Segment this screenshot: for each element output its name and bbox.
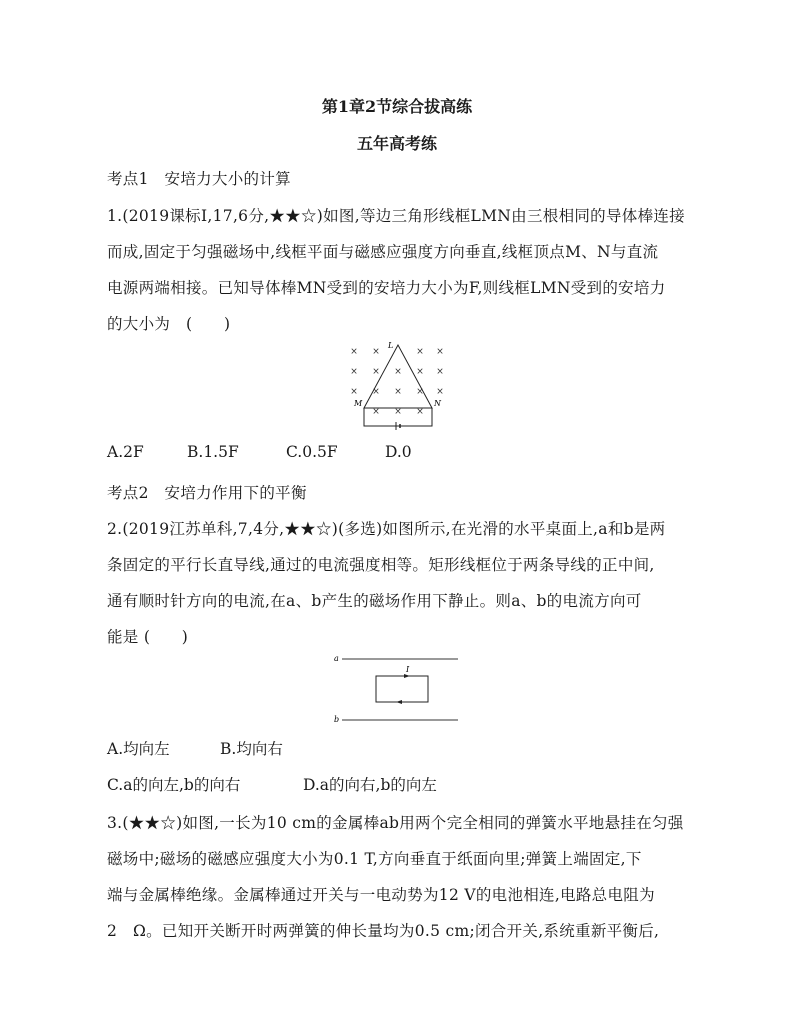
q1-line-4: 的大小为 ( ) bbox=[107, 315, 231, 333]
q1-line-2: 而成,固定于匀强磁场中,线框平面与磁感应强度方向垂直,线框顶点M、N与直流 bbox=[107, 243, 659, 261]
svg-text:×: × bbox=[394, 367, 402, 377]
svg-text:×: × bbox=[394, 407, 402, 417]
q3-line-1: 3.(★★☆)如图,一长为10 cm的金属棒ab用两个完全相同的弹簧水平地悬挂在匀强 bbox=[107, 814, 684, 832]
label-I: I bbox=[406, 665, 410, 674]
section-heading-1: 考点1 安培力大小的计算 bbox=[107, 170, 291, 188]
q1-option-d[interactable]: D.0 bbox=[385, 443, 412, 461]
label-M: M bbox=[354, 399, 363, 408]
q1-option-c[interactable]: C.0.5F bbox=[286, 443, 338, 461]
q3-line-3: 端与金属棒绝缘。金属棒通过开关与一电动势为12 V的电池相连,电路总电阻为 bbox=[107, 886, 655, 904]
svg-text:×: × bbox=[416, 387, 424, 397]
q2-option-d[interactable]: D.a的向右,b的向左 bbox=[303, 776, 437, 794]
label-b: b bbox=[334, 715, 340, 724]
page-title: 第1章2节综合拔高练 bbox=[321, 97, 473, 116]
q2-line-1: 2.(2019江苏单科,7,4分,★★☆)(多选)如图所示,在光滑的水平桌面上,a和b是两 bbox=[107, 520, 666, 538]
svg-text:×: × bbox=[372, 367, 380, 377]
svg-text:×: × bbox=[372, 407, 380, 417]
svg-text:×: × bbox=[416, 407, 424, 417]
q2-line-2: 条固定的平行长直导线,通过的电流强度相等。矩形线框位于两条导线的正中间, bbox=[107, 556, 655, 574]
svg-text:×: × bbox=[436, 367, 444, 377]
q3-line-2: 磁场中;磁场的磁感应强度大小为0.1 T,方向垂直于纸面向里;弹簧上端固定,下 bbox=[107, 850, 642, 868]
q1-figure bbox=[340, 340, 450, 432]
q1-line-3: 电源两端相接。已知导体棒MN受到的安培力大小为F,则线框LMN受到的安培力 bbox=[107, 279, 666, 297]
svg-text:×: × bbox=[350, 387, 358, 397]
rectangular-frame bbox=[376, 676, 428, 702]
q2-option-b[interactable]: B.均向右 bbox=[220, 740, 283, 758]
q1-option-a[interactable]: A.2F bbox=[107, 443, 144, 461]
svg-text:×: × bbox=[372, 387, 380, 397]
page-subtitle: 五年高考练 bbox=[356, 134, 437, 153]
current-arrow-top-icon bbox=[404, 674, 410, 678]
svg-text:×: × bbox=[372, 347, 380, 357]
svg-text:×: × bbox=[436, 347, 444, 357]
svg-text:×: × bbox=[350, 367, 358, 377]
svg-text:×: × bbox=[394, 387, 402, 397]
label-N: N bbox=[434, 399, 441, 408]
current-arrow-bottom-icon bbox=[396, 700, 402, 704]
q2-line-4: 能是 ( ) bbox=[107, 628, 189, 646]
q2-option-a[interactable]: A.均向左 bbox=[107, 740, 170, 758]
svg-text:×: × bbox=[436, 387, 444, 397]
q2-figure bbox=[334, 652, 462, 726]
q2-option-c[interactable]: C.a的向左,b的向右 bbox=[107, 776, 241, 794]
label-L: L bbox=[388, 341, 394, 350]
q1-option-b[interactable]: B.1.5F bbox=[187, 443, 239, 461]
label-a: a bbox=[334, 654, 339, 663]
svg-text:×: × bbox=[416, 347, 424, 357]
q3-line-4: 2 Ω。已知开关断开时两弹簧的伸长量均为0.5 cm;闭合开关,系统重新平衡后, bbox=[107, 922, 660, 940]
q1-line-1: 1.(2019课标Ⅰ,17,6分,★★☆)如图,等边三角形线框LMN由三根相同的导体棒连接 bbox=[107, 207, 685, 225]
svg-text:×: × bbox=[350, 347, 358, 357]
q2-line-3: 通有顺时针方向的电流,在a、b产生的磁场作用下静止。则a、b的电流方向可 bbox=[107, 592, 642, 610]
section-heading-2: 考点2 安培力作用下的平衡 bbox=[107, 484, 307, 502]
svg-text:×: × bbox=[416, 367, 424, 377]
